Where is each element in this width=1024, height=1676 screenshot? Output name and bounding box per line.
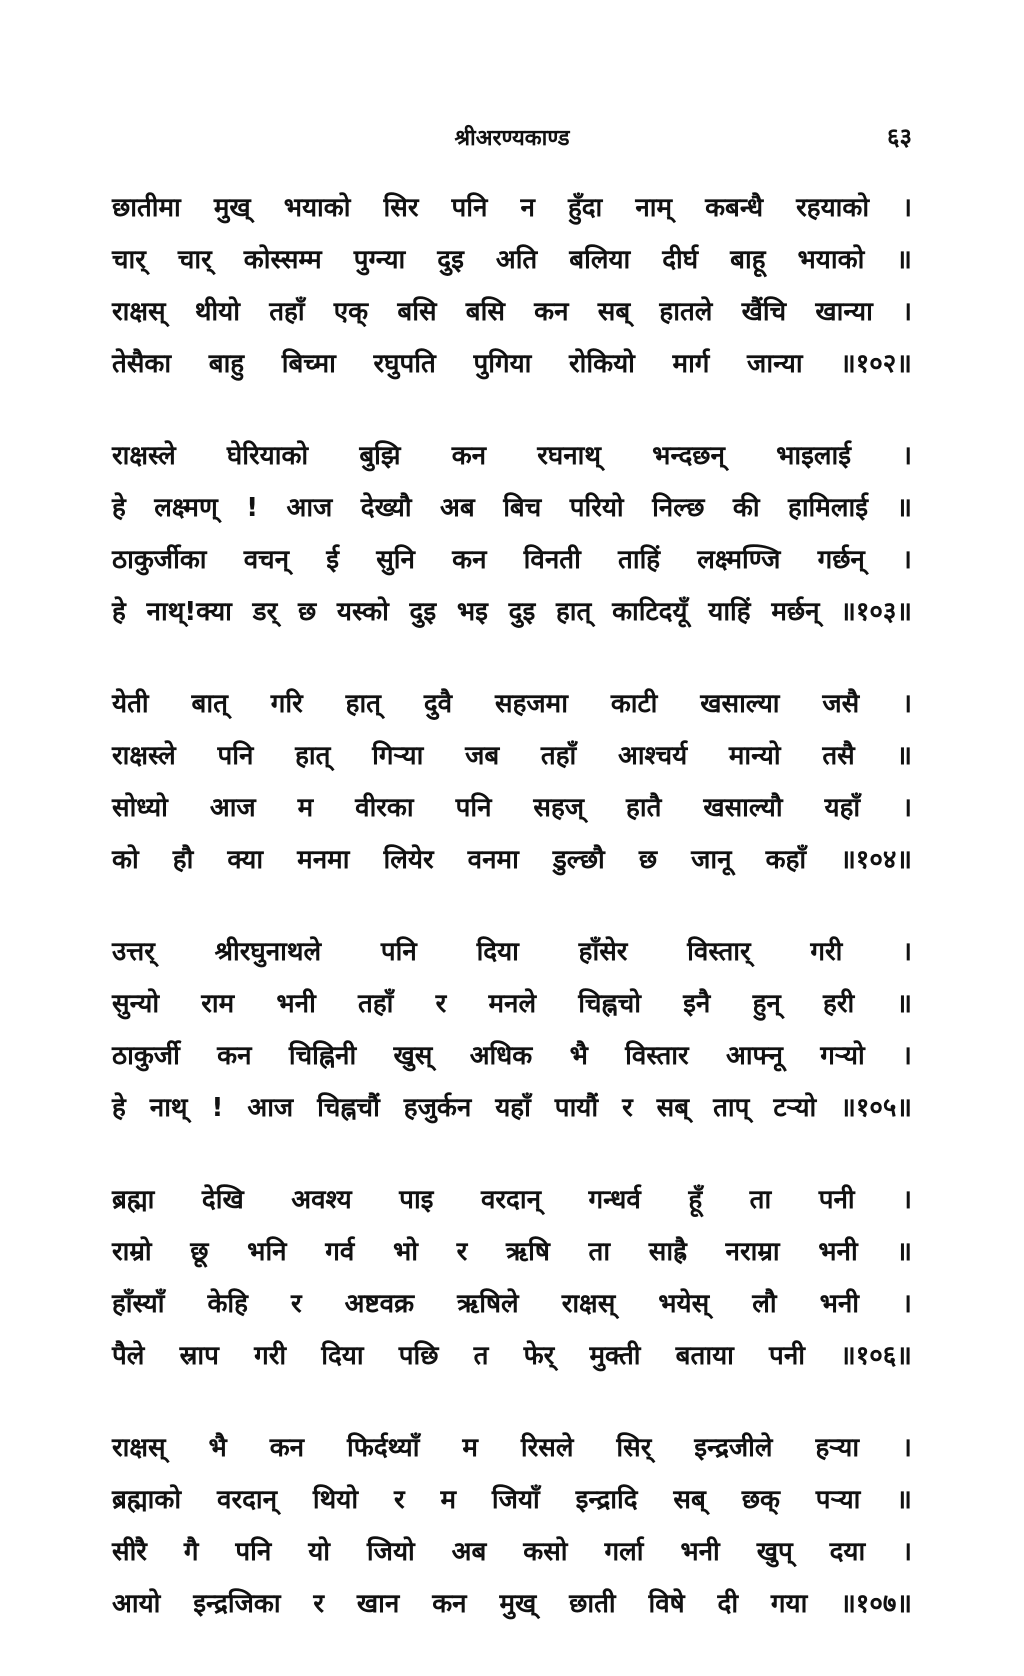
verse-line: ब्रह्मा देखि अवश्य पाइ वरदान् गन्धर्व हूँ ता पनी । — [112, 1185, 912, 1215]
verse-line: राक्षस् भै कन फिर्दथ्याँ म रिसले सिर् इन्द्रजीले हऱ्या । — [112, 1433, 912, 1463]
verse-line: हाँस्याँ केहि र अष्टवक्र ऋषिले राक्षस् भयेस् लौ भनी । — [112, 1289, 912, 1319]
verse-line: तेसैका बाहु बिच्मा रघुपति पुगिया रोकियो मार्ग जान्या ॥१०२॥ — [112, 349, 912, 379]
verse-line: सोध्यो आज म वीरका पनि सहज् हातै खसाल्यौ यहाँ । — [112, 793, 912, 823]
stanza — [112, 188, 912, 396]
stanza — [112, 1180, 912, 1388]
verse-line: राक्षस् थीयो तहाँ एक् बसि बसि कन सब् हातले खैंचि खान्या । — [112, 297, 912, 327]
page-title: श्रीअरण्यकाण्ड — [454, 126, 570, 151]
verse-line: राम्रो छू भनि गर्व भो र ऋषि ता साह्रै नराम्रा भनी ॥ — [112, 1237, 912, 1267]
stanza — [112, 436, 912, 644]
verse-line: हे लक्ष्मण् ! आज देख्यौ अब बिच परियो निल्छ की हामिलाई ॥ — [112, 493, 912, 523]
verse-line: हे नाथ् ! आज चिह्नचौं हजुर्कन यहाँ पायौं र सब् ताप् टऱ्यो ॥१०५॥ — [112, 1093, 912, 1123]
verse-line: सुन्यो राम भनी तहाँ र मनले चिह्नचो इनै हुन् हरी ॥ — [112, 989, 912, 1019]
stanza — [112, 932, 912, 1140]
stanza — [112, 684, 912, 892]
verse-line: पैले स्राप गरी दिया पछि त फेर् मुक्ती बताया पनी ॥१०६॥ — [112, 1341, 912, 1371]
verse-line: राक्षस्ले पनि हात् गिऱ्या जब तहाँ आश्चर्य मान्यो तसै ॥ — [112, 741, 912, 771]
verse-line: हे नाथ्!क्या डर् छ यस्को दुइ भइ दुइ हात् काटिदयूँ याहिं मर्छन् ॥१०३॥ — [112, 597, 912, 627]
verse-line: ब्रह्माको वरदान् थियो र म जियाँ इन्द्रादि सब् छक् पऱ्या ॥ — [112, 1485, 912, 1515]
verse-line: ठाकुर्जीका वचन् ई सुनि कन विनती ताहिं लक्ष्मण्जि गर्छन् । — [112, 545, 912, 575]
verse-line: आयो इन्द्रजिका र खान कन मुख् छाती विषे दी गया ॥१०७॥ — [112, 1589, 912, 1619]
running-head — [0, 118, 1024, 158]
verse-line: येती बात् गरि हात् दुवै सहजमा काटी खसाल्या जसै । — [112, 689, 912, 719]
verse-line: राक्षस्ले घेरियाको बुझि कन रघनाथ् भन्दछन् भाइलाई । — [112, 441, 912, 471]
verse-line: सीरै गै पनि यो जियो अब कसो गर्ला भनी खुप् दया । — [112, 1537, 912, 1567]
verse-line: छातीमा मुख् भयाको सिर पनि न हुँदा नाम् कबन्धै रहयाको । — [112, 193, 912, 223]
verse-line: ठाकुर्जी कन चिह्निनी खुस् अधिक भै विस्तार आफ्नू गऱ्यो । — [112, 1041, 912, 1071]
verse-body — [112, 188, 912, 1676]
stanza — [112, 1428, 912, 1636]
page-number: ६३ — [887, 123, 912, 151]
verse-line: चार् चार् कोस्सम्म पुग्न्या दुइ अति बलिया दीर्घ बाहू भयाको ॥ — [112, 245, 912, 275]
verse-line: उत्तर् श्रीरघुनाथले पनि दिया हाँसेर विस्तार् गरी । — [112, 937, 912, 967]
verse-line: को हौ क्या मनमा लियेर वनमा डुल्छौ छ जानू कहाँ ॥१०४॥ — [112, 845, 912, 875]
